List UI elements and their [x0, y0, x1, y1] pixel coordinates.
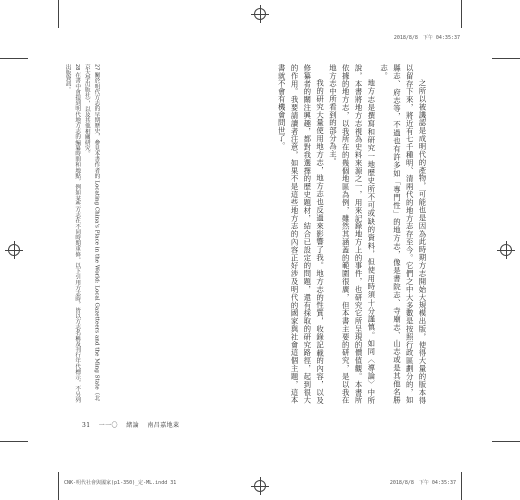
- crop-mark: [461, 472, 462, 500]
- body-paragraph: 我的研究大量使用地方志，地方志也反過來影響了我。地方志的性質，收錄記載的內容，以及修纂者的關注興趣，都對我選擇的歷史題材，結合已設定的問題，還有採取的研究路徑，起到很大的作用。我要請讀者注意，如果不是這些地方志的內容正好涉及明代的國家與社會這個主題，這本書就不會有機會問世了。: [277, 64, 325, 404]
- registration-mark-icon: [254, 8, 266, 20]
- page-number: 31: [82, 422, 91, 429]
- footnote-number: 28: [74, 64, 81, 71]
- body-text: [274, 64, 428, 404]
- registration-mark-icon: [500, 244, 512, 256]
- body-paragraph: 地方志是撰寫和研究一地歷史所不可或缺的資料，但使用時須十分謹慎。如同〈導論〉中所說，本書將地方志視為史料來源之一，用來記錄地方上的事件，也研究它所呈現的價值觀。本書所依據的地方志，以我所在的幾個地區為例，雖然其涵蓋的範圍很廣，但本書主要的研究，是以我在地方志中所看到的部分為主。: [328, 64, 376, 404]
- crop-mark: [492, 441, 520, 442]
- section-marker: 一一〇: [98, 422, 118, 429]
- footnote: [62, 64, 81, 404]
- footnote: [81, 64, 100, 404]
- footnotes: [62, 64, 100, 404]
- crop-mark: [492, 58, 520, 59]
- body-paragraph: 之所以被譏認是成明代的產物，可能也是因為此時期方志開始大規模出版，使得大量的版本得以留存下來，將近有七千種明、清兩代的地方志存至今。它們之中大多數是按照行政區劃分的，如縣志、府志等，不過也有許多如「專門性」的地方志，像是書院志、寺廟志、山志或是其他名勝志。: [379, 64, 427, 404]
- printer-slug-top: 2018/8/8 下午 04:35:37: [393, 35, 460, 41]
- running-footer: [82, 420, 185, 429]
- registration-mark-icon: [8, 244, 20, 256]
- crop-mark: [58, 472, 59, 500]
- crop-mark: [58, 0, 59, 28]
- crop-mark: [0, 58, 28, 59]
- registration-mark-icon: [254, 480, 266, 492]
- footnote-text: 在書中會提到明代地方志的編纂時間和地點，例如某些方志在不同時期重修。以下引用方志時，皆以方志名稱及刊行年代標示，不另列出版資訊。: [64, 64, 81, 403]
- chapter-label: 緒論: [126, 422, 140, 429]
- running-title: 南昌嘉地萊: [147, 422, 180, 429]
- crop-mark: [461, 0, 462, 28]
- footnote-text: 關於明代方志的早期歷史，參見本書作者的 Locating China's Place in the World: Local Gazetteers and the Ming State（北京大學出版社），以及其他相關研究。: [83, 64, 100, 401]
- printer-slug-bottom-left: CNK-明代社會與國家(p1-350)_定-ML.indd 31: [64, 480, 177, 486]
- crop-mark: [0, 441, 28, 442]
- footnote-number: 27: [93, 64, 100, 71]
- printer-slug-bottom-right: 2018/8/8 下午 04:35:37: [389, 480, 456, 486]
